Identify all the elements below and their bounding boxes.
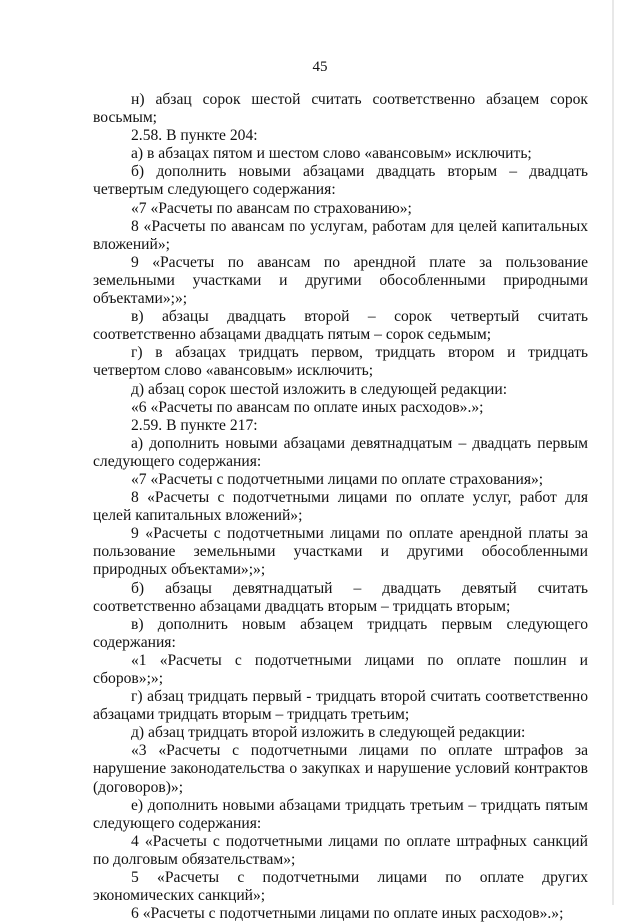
paragraph: 9 «Расчеты по авансам по арендной плате за пользование земельными участками и другими обособленными природными объектами»;»; [93,253,588,308]
paragraph: е) дополнить новыми абзацами тридцать третьим – тридцать пятым следующего содержания: [93,796,588,832]
paragraph: а) дополнить новыми абзацами девятнадцатым – двадцать первым следующего содержания: [93,434,588,470]
paragraph: в) абзацы двадцать второй – сорок четвертый считать соответственно абзацами двадцать пятым – сорок седьмым; [93,308,588,344]
paragraph: н) абзац сорок шестой считать соответственно абзацем сорок восьмым; [93,91,588,127]
paragraph: «6 «Расчеты по авансам по оплате иных расходов».»; [131,398,484,416]
paragraph: 2.58. В пункте 204: [131,127,258,145]
scan-edge-divider [612,0,614,905]
paragraph: «7 «Расчеты по авансам по страхованию»; [131,199,412,217]
paragraph: 5 «Расчеты с подотчетными лицами по оплате других экономических санкций»; [93,869,588,905]
paragraph: «1 «Расчеты с подотчетными лицами по оплате пошлин и сборов»;»; [93,651,588,687]
paragraph: д) абзац сорок шестой изложить в следующей редакции: [131,380,508,398]
paragraph: а) в абзацах пятом и шестом слово «авансовым» исключить; [131,145,532,163]
paragraph: в) дополнить новым абзацем тридцать первым следующего содержания: [93,615,588,651]
paragraph: 9 «Расчеты с подотчетными лицами по оплате арендной платы за пользование земельными участками и другими обособленными природных объектами»;»; [93,525,588,579]
document-body [93,91,588,923]
paragraph: «7 «Расчеты с подотчетными лицами по оплате страхования»; [131,470,544,488]
paragraph: г) в абзацах тридцать первом, тридцать втором и тридцать четвертом слово «авансовым» исключить; [93,344,588,380]
paragraph: 8 «Расчеты с подотчетными лицами по оплате услуг, работ для целей капитальных вложений»; [93,489,588,525]
paragraph: 4 «Расчеты с подотчетными лицами по оплате штрафных санкций по долговым обязательствам»; [93,832,588,868]
paragraph: «3 «Расчеты с подотчетными лицами по оплате штрафов за нарушение законодательства о закупках и нарушение условий контрактов (договоров)»; [93,742,588,796]
paragraph: б) абзацы девятнадцатый – двадцать девятый считать соответственно абзацами двадцать вторым – тридцать вторым; [93,579,588,615]
page-number: 45 [312,59,328,75]
paragraph: 2.59. В пункте 217: [131,416,258,434]
paragraph: б) дополнить новыми абзацами двадцать вторым – двадцать четвертым следующего содержания: [93,163,588,199]
paragraph: 6 «Расчеты с подотчетными лицами по оплате иных расходов».»; [131,905,564,923]
paragraph: д) абзац тридцать второй изложить в следующей редакции: [131,724,526,742]
paragraph: 8 «Расчеты по авансам по услугам, работам для целей капитальных вложений»; [93,217,588,253]
paragraph: г) абзац тридцать первый - тридцать второй считать соответственно абзацами тридцать вторым – тридцать третьим; [93,688,588,724]
